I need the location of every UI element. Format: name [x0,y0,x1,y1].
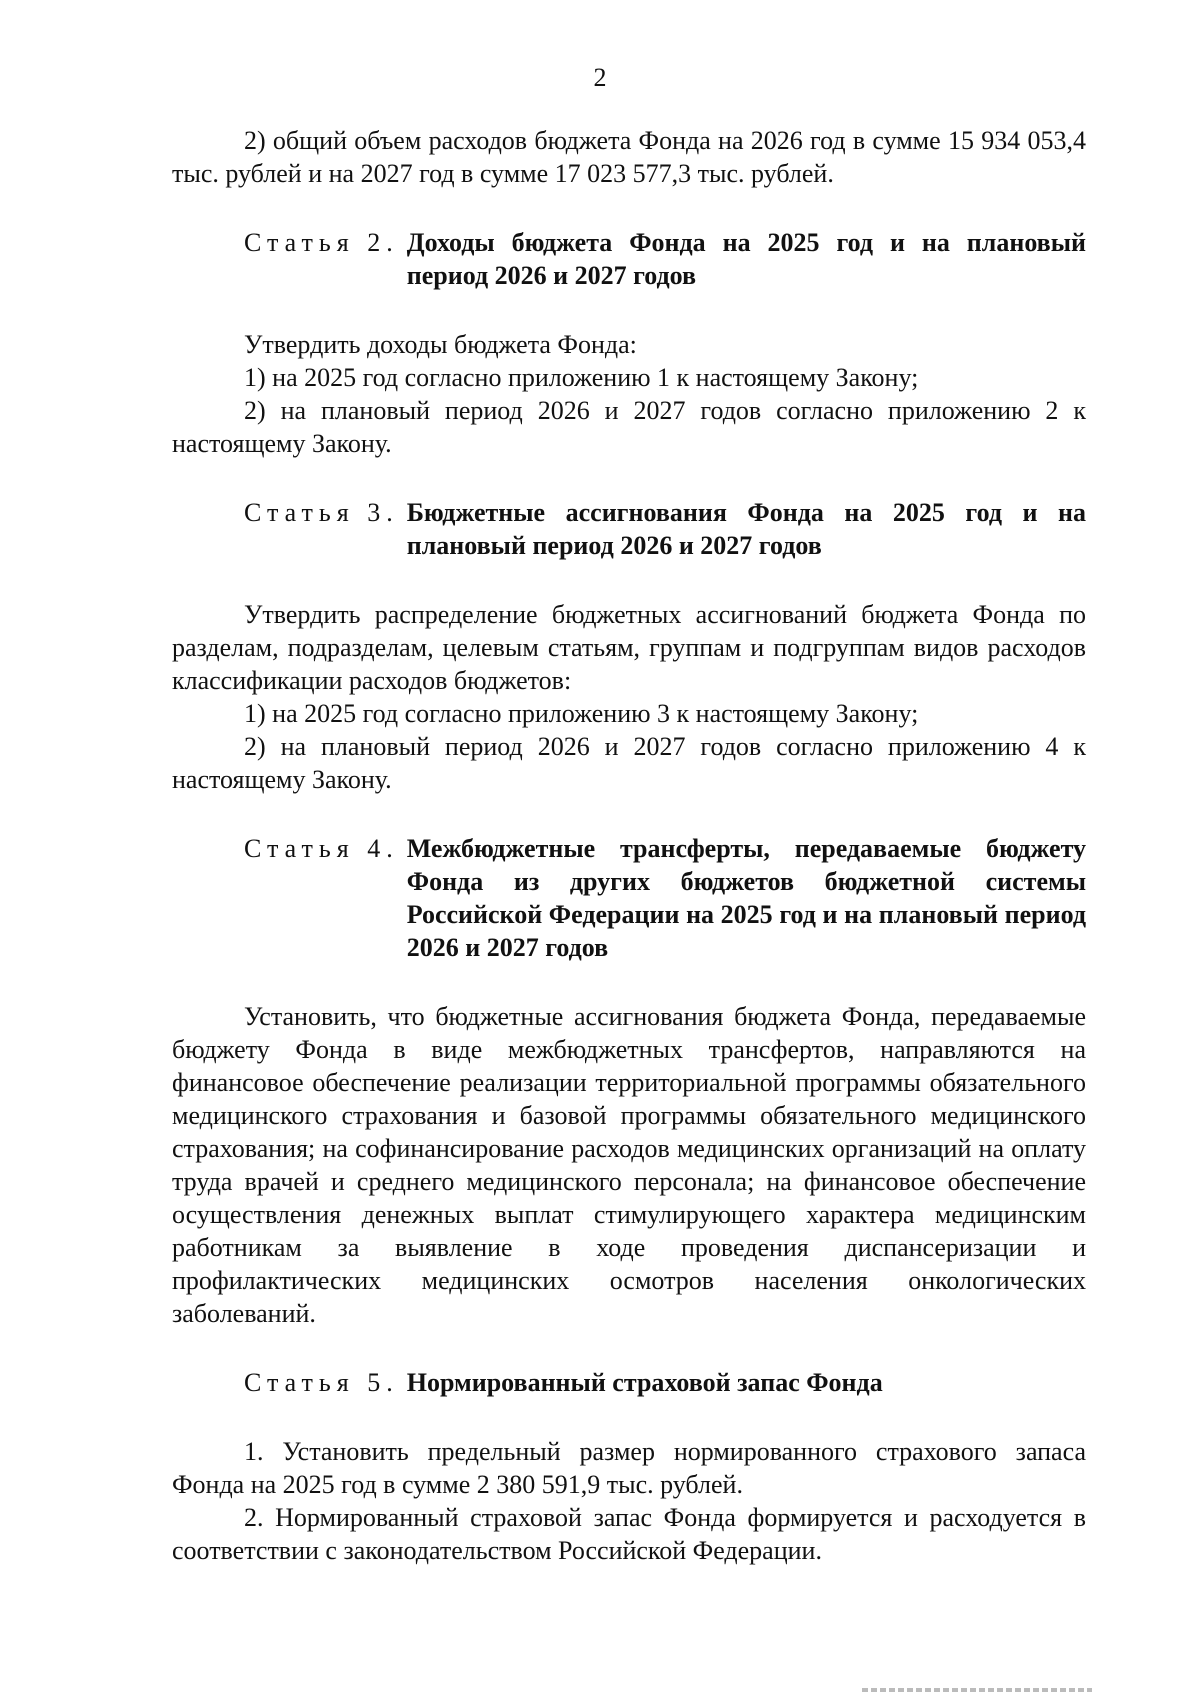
article-4-label: Статья 4. [244,834,399,863]
article-5-title: Нормированный страховой запас Фонда [406,1368,883,1397]
article-3-label: Статья 3. [244,498,399,527]
document-body [172,124,1086,1567]
article-2-lead: Утвердить доходы бюджета Фонда: [244,330,637,359]
article-3-title: Бюджетные ассигнования Фонда на 2025 год и на плановый период 2026 и 2027 годов [406,498,1086,560]
article-2-item-2: 2) на плановый период 2026 и 2027 годов согласно приложению 2 к настоящему Закону. [172,396,1086,458]
article-2-title: Доходы бюджета Фонда на 2025 год и на плановый период 2026 и 2027 годов [406,228,1086,290]
page-number: 2 [593,63,607,92]
article-2-item-1: 1) на 2025 год согласно приложению 1 к настоящему Закону; [244,363,919,392]
article-3-heading [172,496,1086,562]
article-2-label: Статья 2. [244,228,399,257]
article-4-heading [172,832,1086,964]
intro-item-2: 2) общий объем расходов бюджета Фонда на 2026 год в сумме 15 934 053,4 тыс. рублей и на 2027 год в сумме 17 023 577,3 тыс. рублей. [172,126,1086,188]
article-3-item-1: 1) на 2025 год согласно приложению 3 к настоящему Закону; [244,699,919,728]
article-2-heading [172,226,1086,292]
article-3-item-2: 2) на плановый период 2026 и 2027 годов согласно приложению 4 к настоящему Закону. [172,732,1086,794]
article-4-body: Установить, что бюджетные ассигнования бюджета Фонда, передаваемые бюджету Фонда в виде межбюджетных трансфертов, направляются на финансовое обеспечение реализации территориальной программы обязательного медицинского страхования и базовой программы обязательного медицинского страхования; на софинансирование расходов медицинских организаций на оплату труда врачей и среднего медицинского персонала; на финансовое обеспечение осуществления денежных выплат стимулирующего характера медицинским работникам за выявление в ходе проведения диспансеризации и профилактических медицинских осмотров населения онкологических заболеваний. [172,1002,1086,1328]
article-5-heading [172,1366,1086,1399]
article-5-label: Статья 5. [244,1368,399,1397]
scan-artifact-line [862,1688,1092,1692]
article-4-title: Межбюджетные трансферты, передаваемые бюджету Фонда из других бюджетов бюджетной системы Российской Федерации на 2025 год и на плановый период 2026 и 2027 годов [406,834,1086,962]
article-5-item-2: 2. Нормированный страховой запас Фонда формируется и расходуется в соответствии с законодательством Российской Федерации. [172,1503,1086,1565]
article-5-item-1: 1. Установить предельный размер нормированного страхового запаса Фонда на 2025 год в сумме 2 380 591,9 тыс. рублей. [172,1437,1086,1499]
article-3-lead: Утвердить распределение бюджетных ассигнований бюджета Фонда по разделам, подразделам, целевым статьям, группам и подгруппам видов расходов классификации расходов бюджетов: [172,600,1086,695]
